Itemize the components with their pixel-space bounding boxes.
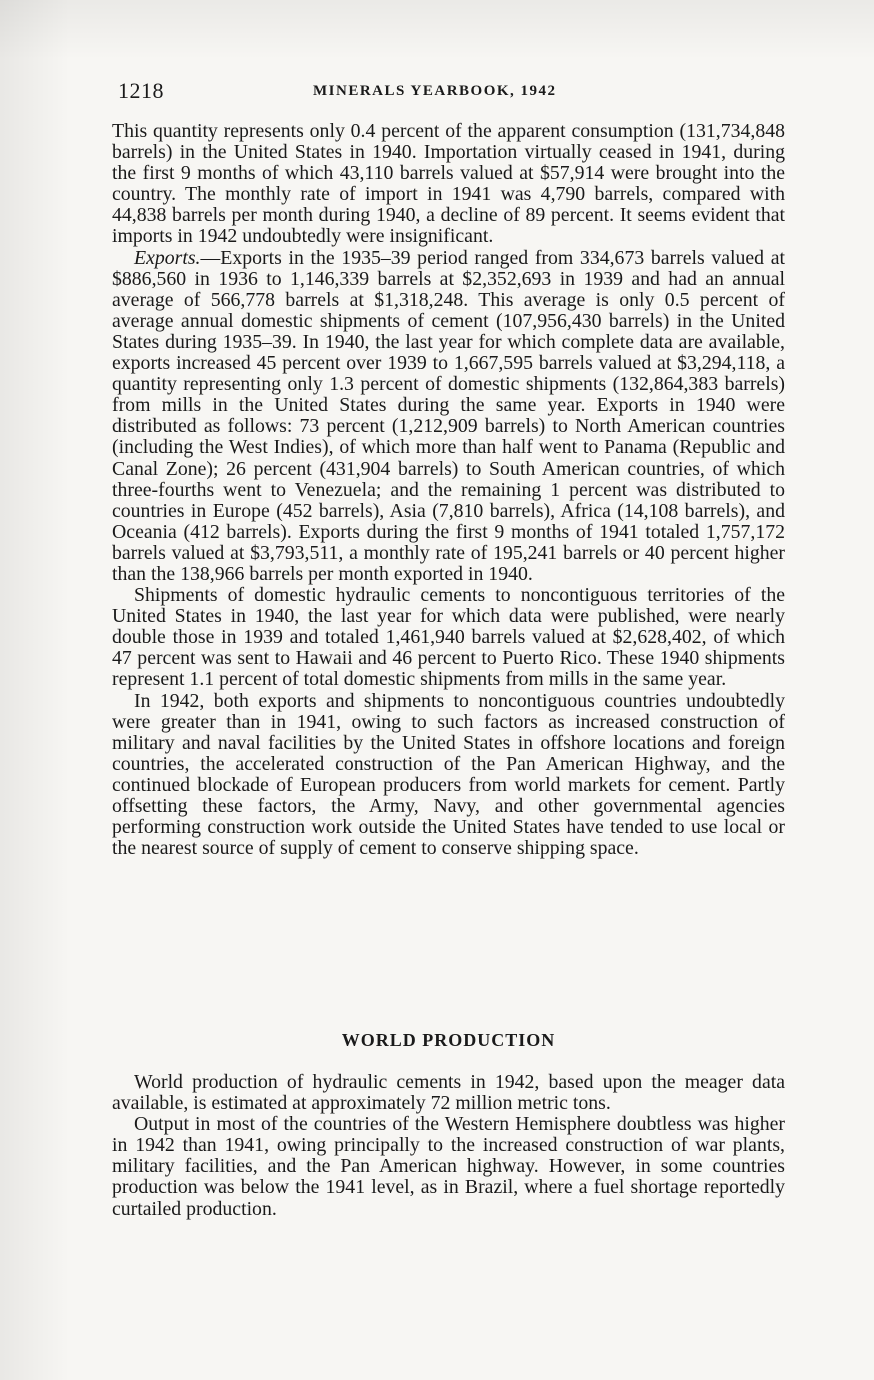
exports-run-in-heading: Exports. [134, 246, 201, 269]
page-number: 1218 [118, 78, 164, 103]
paragraph-exports [112, 248, 785, 586]
section-heading-world-production: WORLD PRODUCTION [341, 1030, 556, 1050]
paragraph-import-continuation: This quantity represents only 0.4 percent of the apparent consumption (131,734,848 barrels) in the United States in 1940. Importation virtually ceased in 1941, during the first 9 months of which 43,110 barrels valued at $57,914 were brought into the country. The monthly rate of import in 1941 was 4,790 barrels, compared with 44,838 barrels per month during 1940, a decline of 89 percent. It seems evident that imports in 1942 undoubtedly were insignificant. [112, 120, 785, 248]
page-header [118, 78, 785, 110]
world-production-text [112, 1072, 785, 1220]
paragraph-1942-outlook: In 1942, both exports and shipments to noncontiguous countries undoubtedly were greater than in 1941, owing to such factors as increased construction of military and naval facilities by the United States in offshore locations and foreign countries, the accelerated construction of the Pan American Highway, and the continued blockade of European producers from world markets for cement. Partly offsetting these factors, the Army, Navy, and other governmental agencies performing construction work outside the United States have tended to use local or the nearest source of supply of cement to conserve shipping space. [112, 689, 785, 860]
page-edge-shadow [0, 0, 70, 1380]
exports-text: —Exports in the 1935–39 period ranged from 334,673 barrels valued at $886,560 in 1936 to 1,146,339 barrels at $2,352,693 in 1939 and had an annual average of 566,778 barrels at $1,318,248. This average is only 0.5 percent of average annual domestic shipments of cement (107,956,430 barrels) in the United States during 1935–39. In 1940, the last year for which complete data are available, exports increased 45 percent over 1939 to 1,667,595 barrels valued at $3,294,118, a quantity representing only 1.3 percent of domestic shipments (132,864,383 barrels) from mills in the United States during the same year. Exports in 1940 were distributed as follows: 73 percent (1,212,909 barrels) to North American countries (including the West Indies), of which more than half went to Panama (Republic and Canal Zone); 26 percent (431,904 barrels) to South American countries, of which three-fourths went to Venezuela; and the remaining 1 percent was distributed to countries in Europe (452 barrels), Asia (7,810 barrels), Africa (14,108 barrels), and Oceania (412 barrels). Exports during the first 9 months of 1941 totaled 1,757,172 barrels valued at $3,793,511, a monthly rate of 195,241 barrels or 40 percent higher than the 138,966 barrels per month exported in 1940. [112, 246, 785, 585]
body-text [112, 121, 785, 859]
paragraph-western-hemisphere: Output in most of the countries of the Western Hemisphere doubtless was higher in 1942 than 1941, owing principally to the increased construction of war plants, military facilities, and the Pan American highway. However, in some countries production was below the 1941 level, as in Brazil, where a fuel shortage reportedly curtailed production. [112, 1113, 785, 1220]
page-top-shadow [0, 0, 874, 60]
paragraph-world-estimate: World production of hydraulic cements in 1942, based upon the meager data available, is estimated at approximately 72 million metric tons. [112, 1071, 785, 1115]
paragraph-noncontiguous-shipments: Shipments of domestic hydraulic cements to noncontiguous territories of the United States in 1940, the last year for which data were published, were nearly double those in 1939 and totaled 1,461,940 barrels valued at $2,628,402, of which 47 percent was sent to Hawaii and 46 percent to Puerto Rico. These 1940 shipments represent 1.1 percent of total domestic shipments from mills in the same year. [112, 584, 785, 691]
running-title: MINERALS YEARBOOK, 1942 [313, 83, 557, 99]
